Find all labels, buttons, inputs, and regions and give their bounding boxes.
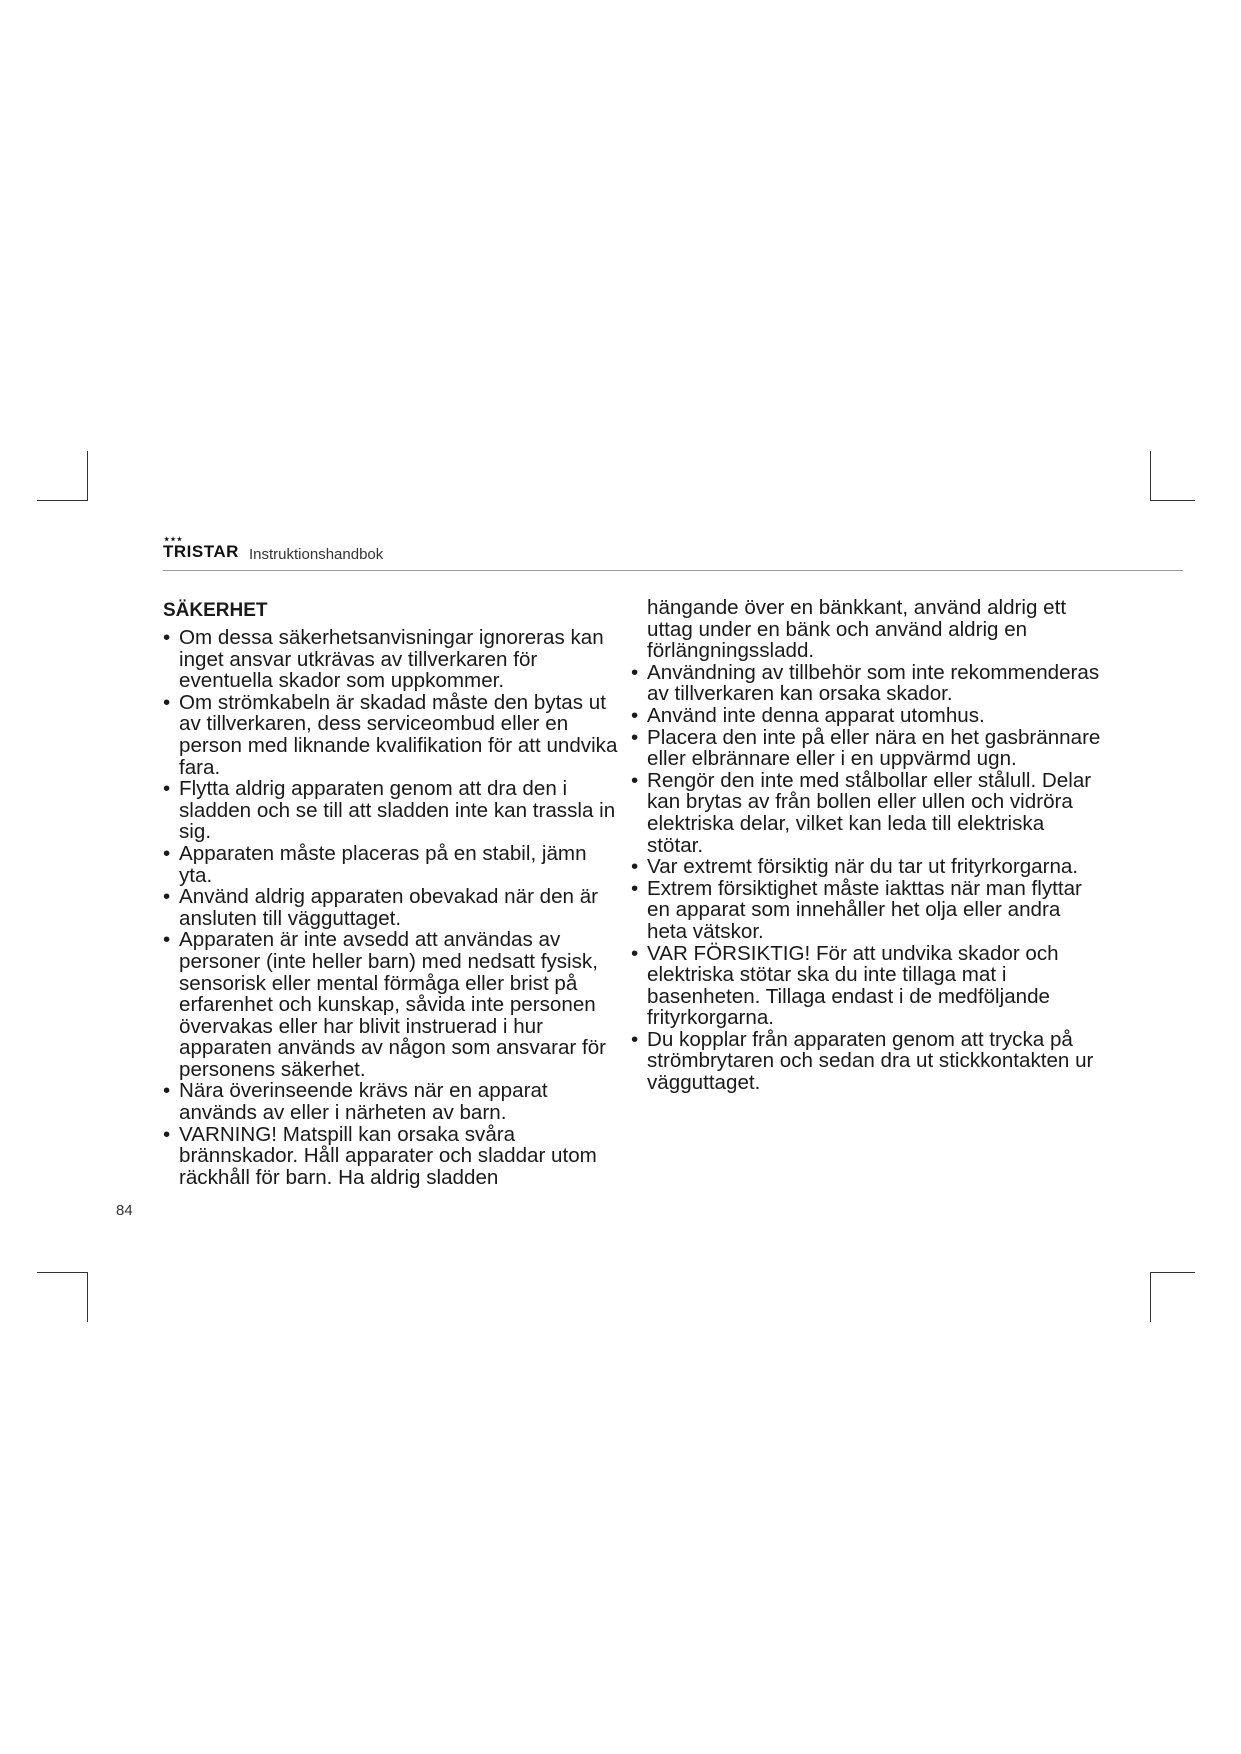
document-title: Instruktionshandbok (249, 546, 384, 563)
brand-logo (163, 537, 239, 562)
list-item: • Rengör den inte med stålbollar eller stålull. Delar kan brytas av från bollen eller ullen och vidröra elektriska delar, vilket kan leda till elektriska stötar. (631, 770, 1101, 856)
list-item: • Placera den inte på eller nära en het gasbrännare eller elbrännare eller i en uppvärmd ugn. (631, 727, 1101, 770)
left-column (163, 599, 618, 1188)
list-item: • Apparaten måste placeras på en stabil, jämn yta. (163, 843, 618, 886)
list-item: • Du kopplar från apparaten genom att trycka på strömbrytaren och sedan dra ut stickkontakten ur vägguttaget. (631, 1029, 1101, 1094)
list-item: • Om dessa säkerhetsanvisningar ignoreras kan inget ansvar utkrävas av tillverkaren för eventuella skador som uppkommer. (163, 627, 618, 692)
list-item: • VARNING! Matspill kan orsaka svåra brännskador. Håll apparater och sladdar utom räckhåll för barn. Ha aldrig sladden (163, 1124, 618, 1189)
right-column (631, 597, 1101, 1094)
list-item: • Flytta aldrig apparaten genom att dra den i sladden och se till att sladden inte kan trassla in sig. (163, 778, 618, 843)
list-item: • Om strömkabeln är skadad måste den bytas ut av tillverkaren, dess serviceombud eller en person med liknande kvalifikation för att undvika fara. (163, 692, 618, 778)
list-item: • VAR FÖRSIKTIG! För att undvika skador och elektriska stötar ska du inte tillaga mat i basenheten. Tillaga endast i de medföljande frityrkorgarna. (631, 943, 1101, 1029)
list-item: • Nära överinseende krävs när en apparat används av eller i närheten av barn. (163, 1080, 618, 1123)
list-item-continuation: hängande över en bänkkant, använd aldrig ett uttag under en bänk och använd aldrig en förlängningssladd. (647, 596, 1067, 663)
list-item: • Använd inte denna apparat utomhus. (631, 705, 1101, 727)
brand-stars: ★★★ (164, 537, 184, 543)
section-heading: SÄKERHET (163, 600, 268, 621)
list-item: • Extrem försiktighet måste iakttas när man flyttar en apparat som innehåller het olja eller andra heta vätskor. (631, 878, 1101, 943)
safety-list-right (631, 597, 1101, 1094)
page-number: 84 (116, 1202, 133, 1219)
brand-name: TRISTAR (163, 542, 239, 561)
list-item: • Använd aldrig apparaten obevakad när den är ansluten till vägguttaget. (163, 886, 618, 929)
list-item: • Apparaten är inte avsedd att användas av personer (inte heller barn) med nedsatt fysisk, sensorisk eller mental förmåga eller brist på erfarenhet och kunskap, såvida inte personen övervakas eller har blivit instruerad i hur apparaten används av någon som ansvarar för personens säkerhet. (163, 929, 618, 1080)
list-item: • Användning av tillbehör som inte rekommenderas av tillverkaren kan orsaka skador. (631, 662, 1101, 705)
page-header (163, 536, 1183, 571)
list-item: • Var extremt försiktig när du tar ut frityrkorgarna. (631, 856, 1101, 878)
safety-list-left (163, 627, 618, 1188)
